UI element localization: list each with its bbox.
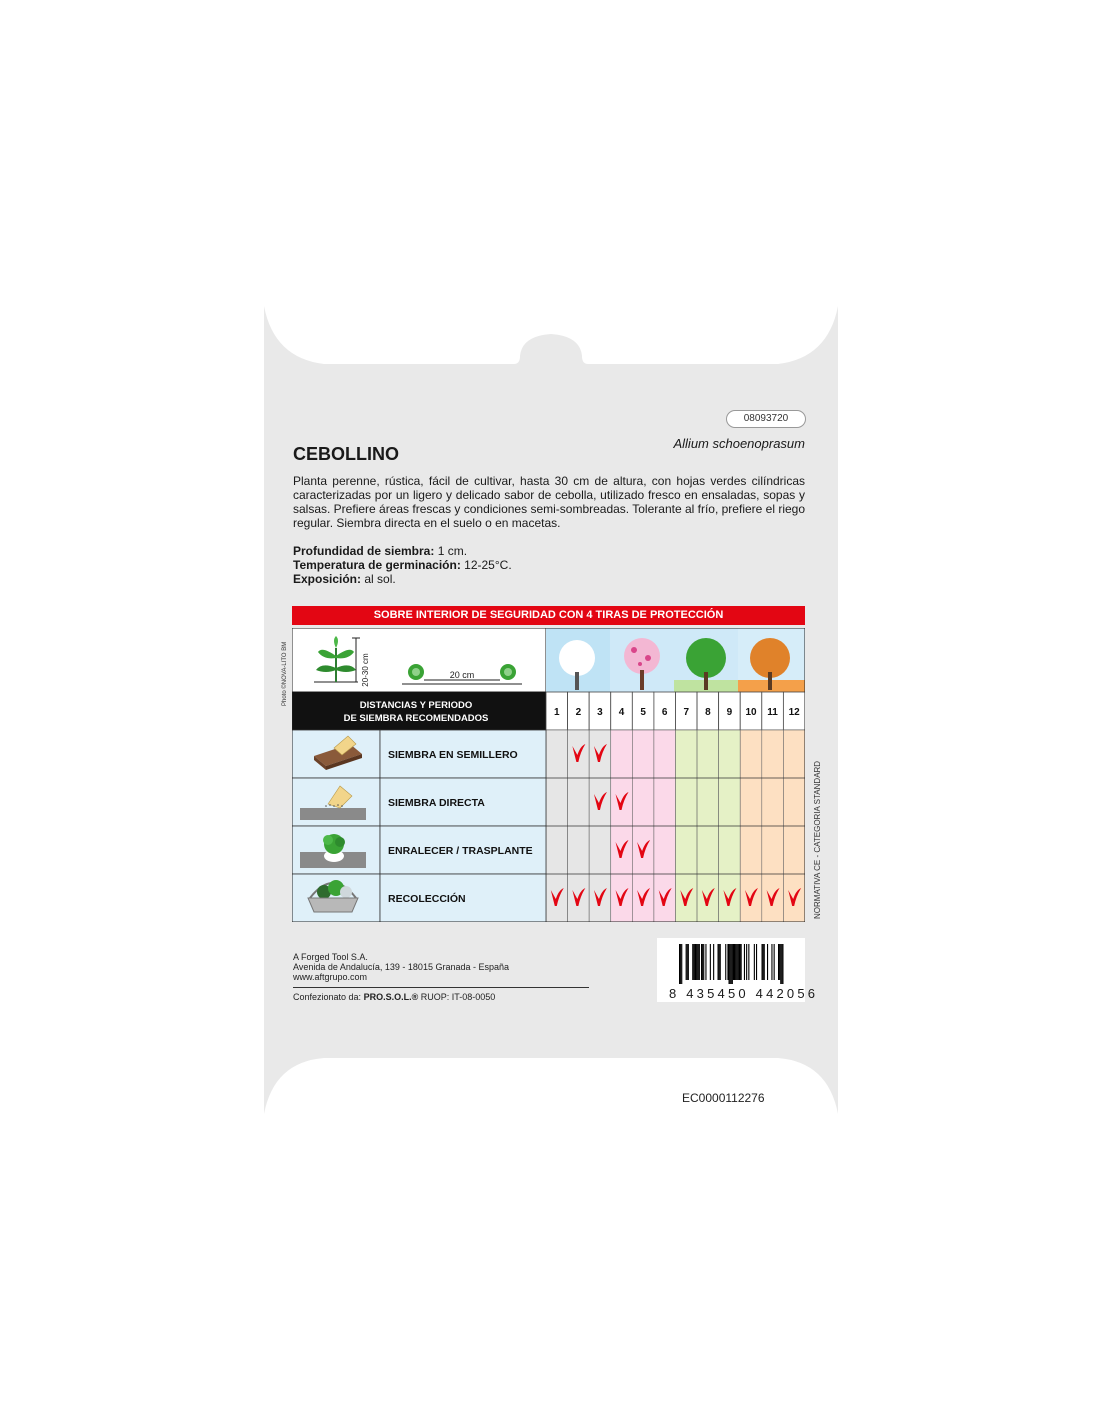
spring-tree-icon: [610, 628, 674, 692]
ec-code: EC0000112276: [682, 1091, 765, 1105]
company-address: Avenida de Andalucía, 139 - 18015 Granada - España: [293, 962, 509, 972]
packaged-by: [293, 992, 495, 1002]
sowing-calendar: [292, 628, 805, 922]
month-label: 3: [597, 707, 603, 718]
product-title: CEBOLLINO: [293, 444, 399, 464]
month-label: 8: [705, 707, 711, 718]
company-address-block: [293, 952, 509, 982]
activity-label: ENRALECER / TRASPLANTE: [388, 845, 533, 857]
temperature-value: 12-25°C.: [460, 558, 512, 572]
month-label: 5: [640, 707, 646, 718]
product-code: 08093720: [726, 410, 806, 428]
spacing-label: 20 cm: [449, 670, 475, 680]
month-label: 11: [767, 707, 778, 718]
exposure-value: al sol.: [361, 572, 396, 586]
product-description: Planta perenne, rústica, fácil de cultivar, hasta 30 cm de altura, con hojas verdes cilíndricas caracterizadas por un ligero y delicado sabor de cebolla, utilizado fresco en ensaladas, sopas y salsas. Prefiere áreas frescas y condiciones semi-sombreadas. Tolerante al frío, prefiere el riego regular. Siembra directa en el suelo o en macetas.: [293, 474, 806, 530]
normativa-text: NORMATIVA CE - CATEGORIA STANDARD: [813, 760, 822, 919]
normativa-label: [807, 737, 827, 927]
depth-line: [293, 544, 512, 558]
temperature-label: Temperatura de germinación:: [293, 558, 461, 572]
growing-specs: [293, 544, 512, 586]
seed-packet: [264, 306, 838, 1118]
summer-tree-icon: [674, 628, 738, 692]
header-label-line1: DISTANCIAS Y PERIODO: [359, 700, 473, 711]
height-label: 20-30 cm: [361, 653, 370, 687]
month-label: 4: [618, 707, 625, 718]
barcode-number: 8 435450 442056: [669, 986, 819, 1001]
latin-name: Allium schoenoprasum: [673, 436, 805, 451]
month-label: 7: [683, 707, 690, 718]
packaged-by-brand: PRO.S.O.L.®: [363, 992, 419, 1002]
exposure-line: [293, 572, 512, 586]
month-label: 2: [575, 707, 582, 718]
divider: [293, 987, 589, 988]
depth-value: 1 cm.: [434, 544, 468, 558]
header-label-line2: DE SIEMBRA RECOMENDADOS: [343, 713, 489, 724]
month-grid: [546, 692, 805, 922]
packaged-by-ruop: RUOP: IT-08-0050: [418, 992, 496, 1002]
month-label: 6: [661, 707, 668, 718]
activity-label: RECOLECCIÓN: [388, 893, 466, 905]
activity-label: SIEMBRA EN SEMILLERO: [388, 749, 518, 761]
activity-label: SIEMBRA DIRECTA: [388, 797, 485, 809]
month-label: 9: [726, 707, 733, 718]
month-label: 10: [745, 707, 757, 718]
winter-tree-icon: [546, 628, 610, 692]
exposure-label: Exposición:: [293, 572, 362, 586]
packaged-by-prefix: Confezionato da:: [293, 992, 364, 1002]
month-label: 12: [788, 707, 800, 718]
barcode-bars: [657, 938, 805, 984]
temperature-line: [293, 558, 512, 572]
company-website: www.aftgrupo.com: [293, 972, 368, 982]
security-banner: SOBRE INTERIOR DE SEGURIDAD CON 4 TIRAS DE PROTECCIÓN: [292, 606, 805, 625]
photo-credit-text: Photo ©NOVA-LITO BM: [282, 641, 288, 706]
company-name: A Forged Tool S.A.: [293, 952, 368, 962]
autumn-tree-icon: [738, 628, 805, 692]
month-label: 1: [554, 707, 560, 718]
depth-label: Profundidad de siembra:: [293, 544, 435, 558]
